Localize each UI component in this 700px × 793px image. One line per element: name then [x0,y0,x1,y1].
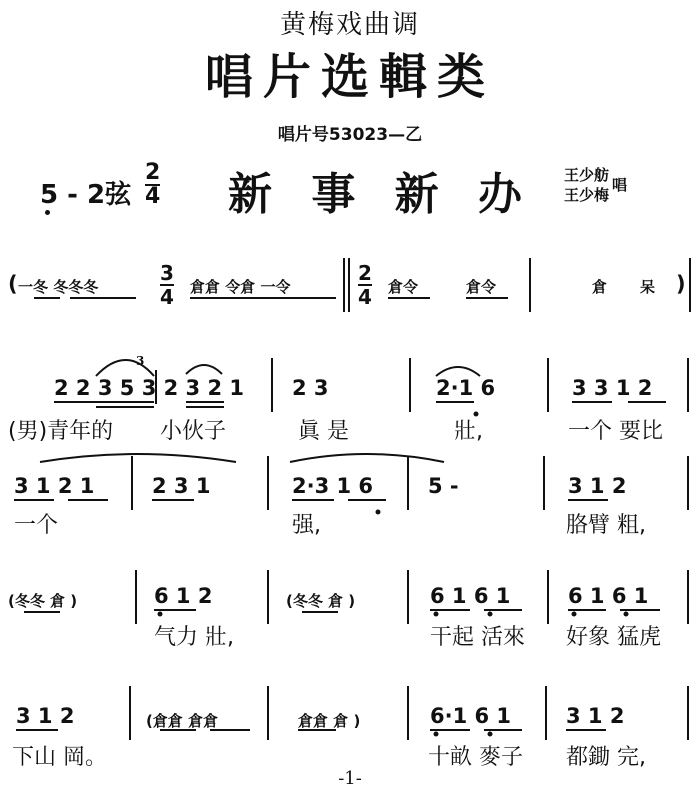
ts2-numerator: 2 [358,261,372,285]
notes-l5-m3: 3 1 2 [566,704,625,728]
intro-group-6: 呆 [640,278,656,296]
low-octave-dot [474,412,479,417]
collection-title: 唱片选輯类 [204,49,495,105]
perc-l5-1: (倉倉 倉倉 [146,712,219,730]
notes-l2-m4: 3 3 1 2 [572,376,653,400]
slur [436,367,480,376]
lyric-l3-1: 一个 [14,513,59,538]
notes-l3-m5: 3 1 2 [568,474,627,498]
singer-2: 王少梅 [564,186,610,204]
ts2-denominator: 4 [358,285,372,309]
notes-l4-m1: 6 1 2 [154,584,213,608]
lyric-l5-3: 都鋤 完, [566,745,646,770]
lyric-l2-1: (男)青年的 [8,419,114,444]
notes-l3-m1: 3 1 2 1 [14,474,95,498]
lyric-l4-3: 好象 猛虎 [566,625,661,650]
perc-l4-1: (冬冬 倉 ) [8,592,78,610]
slur [96,360,154,376]
low-octave-dot [572,612,577,617]
perc-l5-2: 倉倉 倉 ) [298,712,361,730]
slur [186,365,222,374]
time-numerator: 2 [145,160,161,185]
lyric-l5-1: 下山 岡。 [12,745,107,770]
lyric-l2-5: 一个 要比 [568,419,663,444]
lyric-l3-3: 胳臂 粗, [566,513,646,538]
intro-close-paren: ) [676,272,686,296]
perc-l4-2: (冬冬 倉 ) [286,592,356,610]
intro-group-4: 倉令 [466,278,497,296]
intro-group-3: 倉令 [388,278,419,296]
genre-subtitle: 黄梅戏曲调 [279,10,420,40]
low-octave-dot [488,612,493,617]
page-number: -1- [338,768,362,789]
ts1-denominator: 4 [160,285,174,309]
notes-l3-m3: 2·3 1 6 [292,474,374,498]
tuplet-mark: 3 [136,354,145,368]
low-octave-dot [376,510,381,515]
notes-l5-m1: 3 1 2 [16,704,75,728]
intro-group-5: 倉 [592,278,608,296]
lyric-l4-2: 干起 活來 [430,625,525,650]
lyric-l2-3: 眞 是 [298,419,349,444]
intro-open-paren: ( [8,272,18,296]
low-octave-dot [434,732,439,737]
notes-l2-m2: 2 3 [292,376,329,400]
low-octave-dot [434,612,439,617]
slur [40,454,236,462]
lyric-l2-4: 壯, [454,419,483,444]
lyric-l4-1: 气力 壯, [154,625,234,650]
notes-l4-m2: 6 1 6 1 [430,584,511,608]
low-octave-dot [488,732,493,737]
notes-l2-m1: 2 2 3 5 3 2 3 2 1 [54,376,244,400]
song-title: 新 事 新 办 [228,169,534,220]
lyric-l3-2: 强, [292,513,321,538]
record-number: 唱片号53023—乙 [277,125,423,145]
low-octave-dot [158,612,163,617]
notes-l4-m3: 6 1 6 1 [568,584,649,608]
lyric-l2-2: 小伙子 [160,419,227,444]
key-label: 5 - 2弦 [40,180,132,210]
intro-group-2: 倉倉 令倉 一令 [190,278,291,296]
sing-label: 唱 [612,176,628,194]
notes-l3-m2: 2 3 1 [152,474,211,498]
ts1-numerator: 3 [160,261,174,285]
notes-l5-m2: 6·1 6 1 [430,704,512,728]
intro-group-1: 一冬 冬冬冬 [18,278,99,296]
slur [290,454,444,462]
time-denominator: 4 [145,184,161,209]
notes-l2-m3: 2·1 6 [436,376,496,400]
singer-1: 王少舫 [564,166,610,184]
low-octave-dot [624,612,629,617]
lyric-l5-2: 十畝 麥子 [428,745,523,770]
notes-l3-m4: 5 - [428,474,459,498]
